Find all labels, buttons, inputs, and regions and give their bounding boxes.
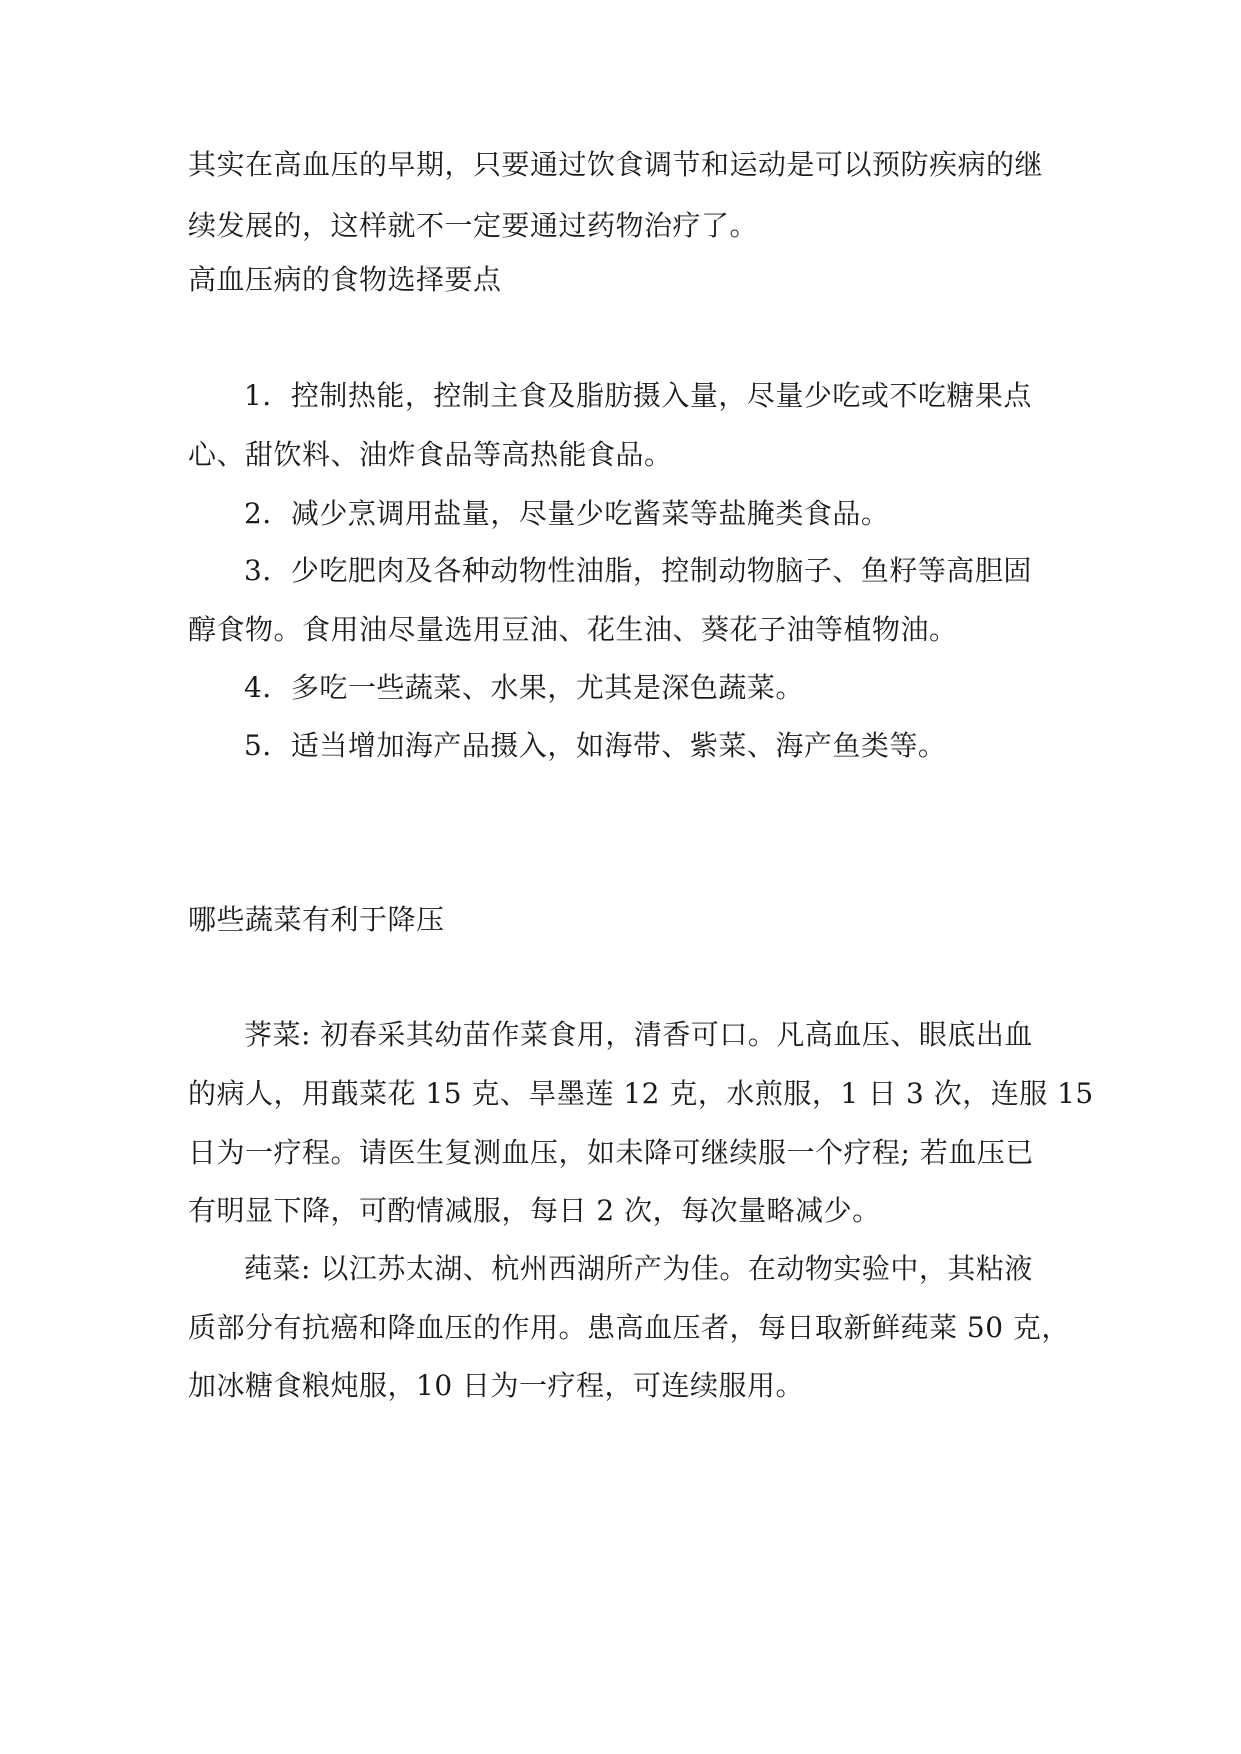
- list-item-line: 3．少吃肥肉及各种动物性油脂，控制动物脑子、鱼籽等高胆固: [244, 554, 1032, 587]
- intro-line: 续发展的，这样就不一定要通过药物治疗了。: [188, 209, 759, 242]
- list-item-line: 4．多吃一些蔬菜、水果，尤其是深色蔬菜。: [244, 671, 804, 704]
- paragraph-line: 莼菜: 以江苏太湖、杭州西湖所产为佳。在动物实验中，其粘液: [244, 1252, 1033, 1285]
- paragraph-line: 有明显下降，可酌情减服，每日 2 次，每次量略减少。: [188, 1194, 881, 1227]
- section-heading: 高血压病的食物选择要点: [188, 263, 502, 296]
- paragraph-line: 质部分有抗癌和降血压的作用。患高血压者，每日取新鲜莼菜 50 克，: [188, 1311, 1070, 1344]
- paragraph-line: 日为一疗程。请医生复测血压，如未降可继续服一个疗程; 若血压已: [188, 1136, 1034, 1169]
- paragraph-line: 加冰糖食粮炖服，10 日为一疗程，可连续服用。: [188, 1369, 805, 1402]
- paragraph-line: 的病人，用蕺菜花 15 克、旱墨莲 12 克，水煎服，1 日 3 次，连服 15: [188, 1077, 1094, 1110]
- paragraph-line: 荠菜: 初春采其幼苗作菜食用，清香可口。凡高血压、眼底出血: [244, 1018, 1033, 1051]
- list-item-line: 2．减少烹调用盐量，尽量少吃酱菜等盐腌类食品。: [244, 497, 890, 530]
- intro-line: 其实在高血压的早期，只要通过饮食调节和运动是可以预防疾病的继: [188, 148, 1044, 181]
- list-item-line: 1．控制热能，控制主食及脂肪摄入量，尽量少吃或不吃糖果点: [244, 379, 1032, 412]
- section-heading: 哪些蔬菜有利于降压: [188, 903, 445, 936]
- list-item-line: 心、甜饮料、油炸食品等高热能食品。: [188, 438, 673, 471]
- list-item-line: 醇食物。食用油尽量选用豆油、花生油、葵花子油等植物油。: [188, 613, 958, 646]
- list-item-line: 5．适当增加海产品摄入，如海带、紫菜、海产鱼类等。: [244, 729, 947, 762]
